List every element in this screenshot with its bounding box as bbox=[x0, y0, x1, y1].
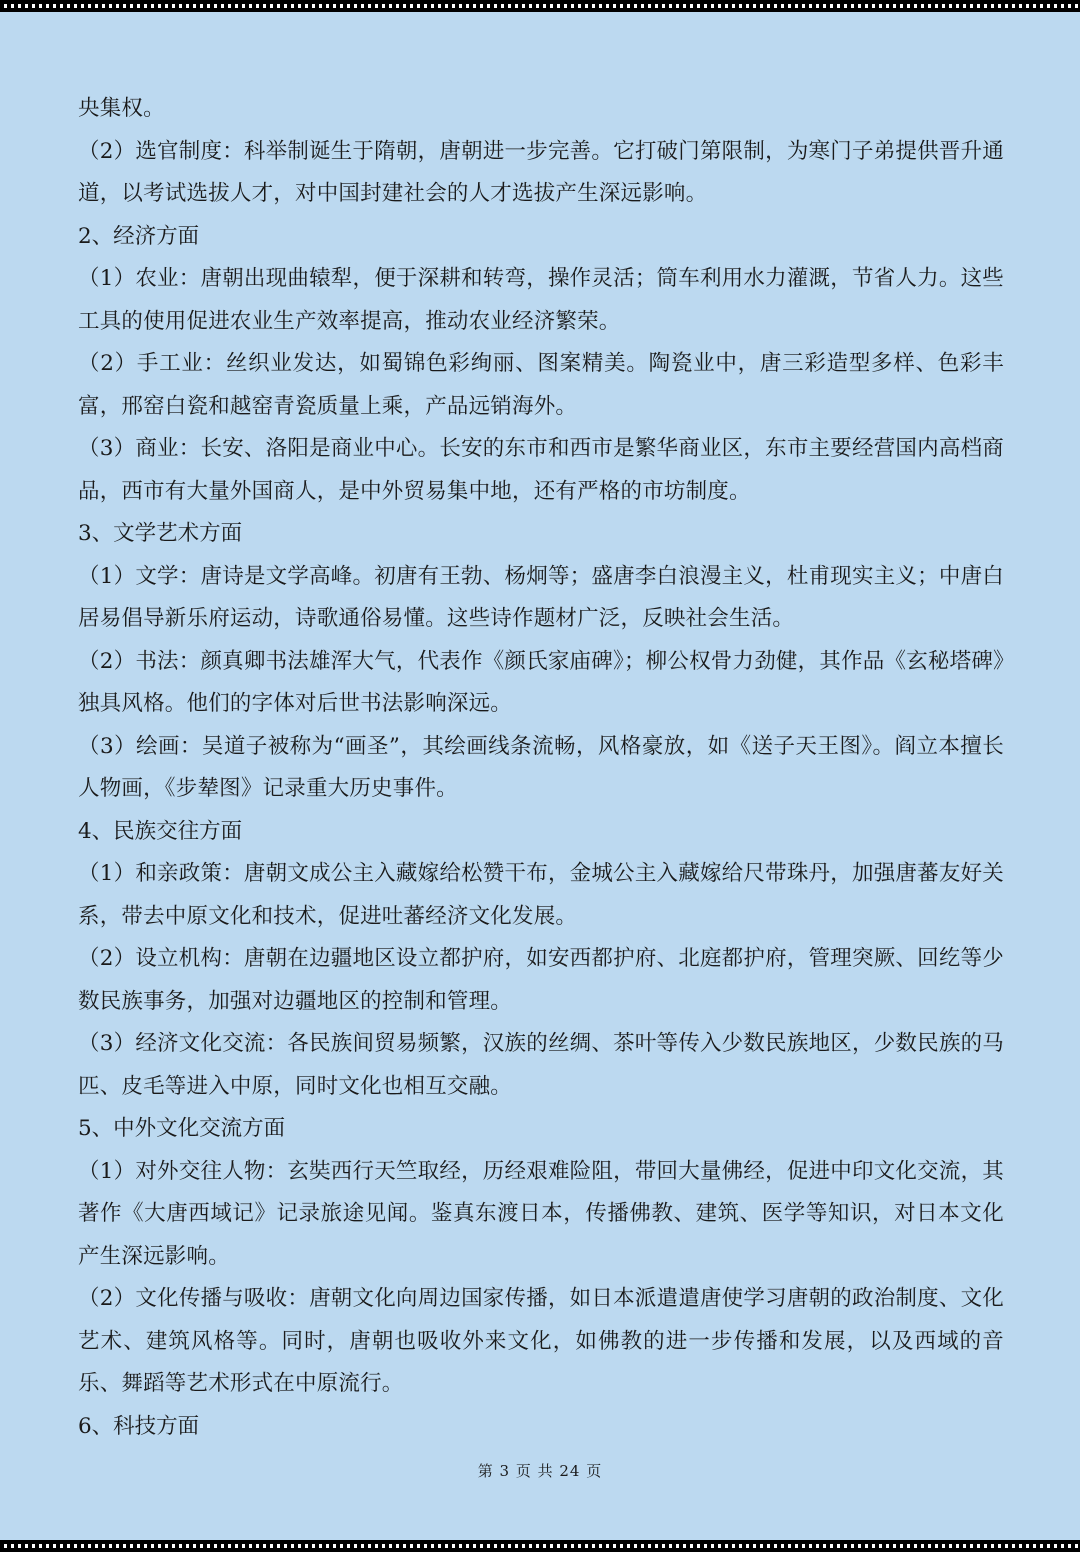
top-border-strip bbox=[0, 0, 1080, 12]
section-heading: 3、文学艺术方面 bbox=[78, 521, 243, 546]
document-body bbox=[78, 88, 1004, 1448]
paragraph: （2）手工业：丝织业发达，如蜀锦色彩绚丽、图案精美。陶瓷业中，唐三彩造型多样、色彩丰富，邢窑白瓷和越窑青瓷质量上乘，产品远销海外。 bbox=[78, 351, 1004, 419]
paragraph: （2）文化传播与吸收：唐朝文化向周边国家传播，如日本派遣遣唐使学习唐朝的政治制度、文化艺术、建筑风格等。同时，唐朝也吸收外来文化，如佛教的进一步传播和发展，以及西域的音乐、舞蹈等艺术形式在中原流行。 bbox=[78, 1286, 1004, 1396]
paragraph: （3）绘画：吴道子被称为“画圣”，其绘画线条流畅，风格豪放，如《送子天王图》。阎立本擅长人物画，《步辇图》记录重大历史事件。 bbox=[78, 733, 1004, 801]
section-heading: 5、中外文化交流方面 bbox=[78, 1116, 286, 1141]
paragraph: （1）文学：唐诗是文学高峰。初唐有王勃、杨炯等；盛唐李白浪漫主义，杜甫现实主义；中唐白居易倡导新乐府运动，诗歌通俗易懂。这些诗作题材广泛，反映社会生活。 bbox=[78, 563, 1004, 631]
paragraph: （2）设立机构：唐朝在边疆地区设立都护府，如安西都护府、北庭都护府，管理突厥、回纥等少数民族事务，加强对边疆地区的控制和管理。 bbox=[78, 946, 1004, 1014]
paragraph: （3）经济文化交流：各民族间贸易频繁，汉族的丝绸、茶叶等传入少数民族地区，少数民族的马匹、皮毛等进入中原，同时文化也相互交融。 bbox=[78, 1031, 1004, 1099]
paragraph: （1）农业：唐朝出现曲辕犁，便于深耕和转弯，操作灵活；筒车利用水力灌溉，节省人力。这些工具的使用促进农业生产效率提高，推动农业经济繁荣。 bbox=[78, 266, 1004, 334]
paragraph: （2）书法：颜真卿书法雄浑大气，代表作《颜氏家庙碑》；柳公权骨力劲健，其作品《玄秘塔碑》独具风格。他们的字体对后世书法影响深远。 bbox=[78, 648, 1004, 716]
section-heading: 2、经济方面 bbox=[78, 223, 200, 249]
section-heading: 6、科技方面 bbox=[78, 1413, 200, 1439]
paragraph: 央集权。 bbox=[78, 96, 165, 121]
page-footer: 第 3 页 共 24 页 bbox=[477, 1462, 603, 1480]
section-heading: 4、民族交往方面 bbox=[78, 818, 243, 844]
paragraph: （1）对外交往人物：玄奘西行天竺取经，历经艰难险阻，带回大量佛经，促进中印文化交流，其著作《大唐西域记》记录旅途见闻。鉴真东渡日本，传播佛教、建筑、医学等知识，对日本文化产生深远影响。 bbox=[78, 1158, 1004, 1269]
paragraph: （3）商业：长安、洛阳是商业中心。长安的东市和西市是繁华商业区，东市主要经营国内高档商品，西市有大量外国商人，是中外贸易集中地，还有严格的市坊制度。 bbox=[78, 436, 1004, 504]
bottom-border-strip bbox=[0, 1540, 1080, 1552]
paragraph: （2）选官制度：科举制诞生于隋朝，唐朝进一步完善。它打破门第限制，为寒门子弟提供晋升通道，以考试选拔人才，对中国封建社会的人才选拔产生深远影响。 bbox=[78, 138, 1004, 206]
paragraph: （1）和亲政策：唐朝文成公主入藏嫁给松赞干布，金城公主入藏嫁给尺带珠丹，加强唐蕃友好关系，带去中原文化和技术，促进吐蕃经济文化发展。 bbox=[78, 861, 1004, 929]
